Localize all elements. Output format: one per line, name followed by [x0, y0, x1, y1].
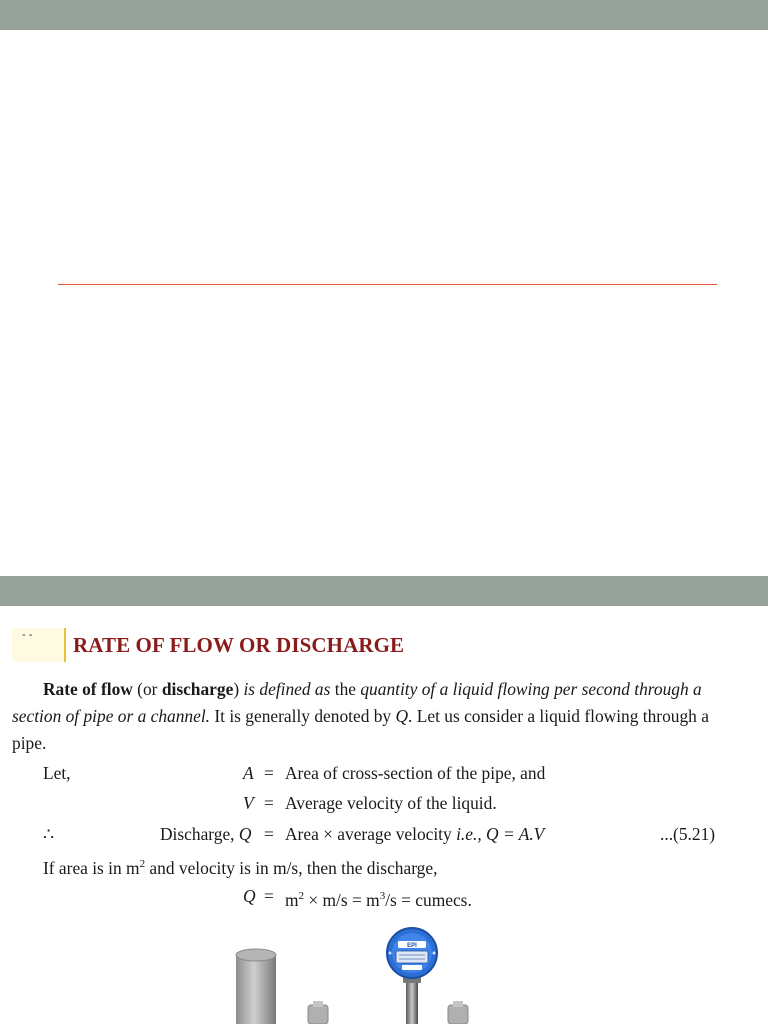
definition-v: Average velocity of the liquid.	[285, 793, 497, 813]
equation-number: ...(5.21)	[660, 824, 716, 844]
term-discharge: discharge	[161, 679, 234, 699]
equals-v: =	[264, 793, 274, 813]
flange-right-icon	[448, 1001, 468, 1024]
units-equals: =	[264, 886, 274, 906]
equals-q: =	[264, 824, 274, 844]
pipe-icon	[236, 949, 276, 1024]
flow-meter-icon	[387, 928, 437, 978]
definition-a: Area of cross-section of the pipe, and	[285, 763, 546, 783]
units-line: If area is in $m^2$ and velocity is in m/s, then the discharge,	[43, 858, 438, 878]
section-band	[0, 576, 768, 606]
term-rate-of-flow: Rate of flow	[43, 679, 133, 699]
meter-brand-label: EPI	[407, 943, 417, 949]
meter-stem-icon	[403, 977, 421, 1024]
discharge-label: Discharge, Q	[160, 824, 252, 844]
discharge-definition: Area × average velocity i.e., Q = A.V	[285, 824, 545, 844]
symbol-a: A	[243, 763, 254, 783]
section-title: RATE OF FLOW OR DISCHARGE	[73, 633, 405, 657]
units-formula: $m^2 \times m/s = m^3/s$ = cumecs.	[285, 890, 472, 910]
symbol-v: V	[243, 793, 254, 813]
flange-left-icon	[308, 1001, 328, 1024]
equals-a: =	[264, 763, 274, 783]
let-label: Let,	[43, 763, 71, 783]
header-band	[0, 0, 768, 30]
section-number-badge: - -	[12, 628, 66, 662]
therefore-symbol: ∴	[43, 824, 55, 844]
units-q-symbol: Q	[243, 886, 256, 906]
slide-divider	[58, 284, 717, 285]
flow-meter-illustration	[220, 925, 520, 1024]
definition-paragraph: Rate of flow (or discharge) is defined as the quantity of a liquid flowing per second through a section of pipe or a channel. It is generally denoted by Q. Let us consider a liquid flowing through a pipe.	[12, 679, 709, 753]
